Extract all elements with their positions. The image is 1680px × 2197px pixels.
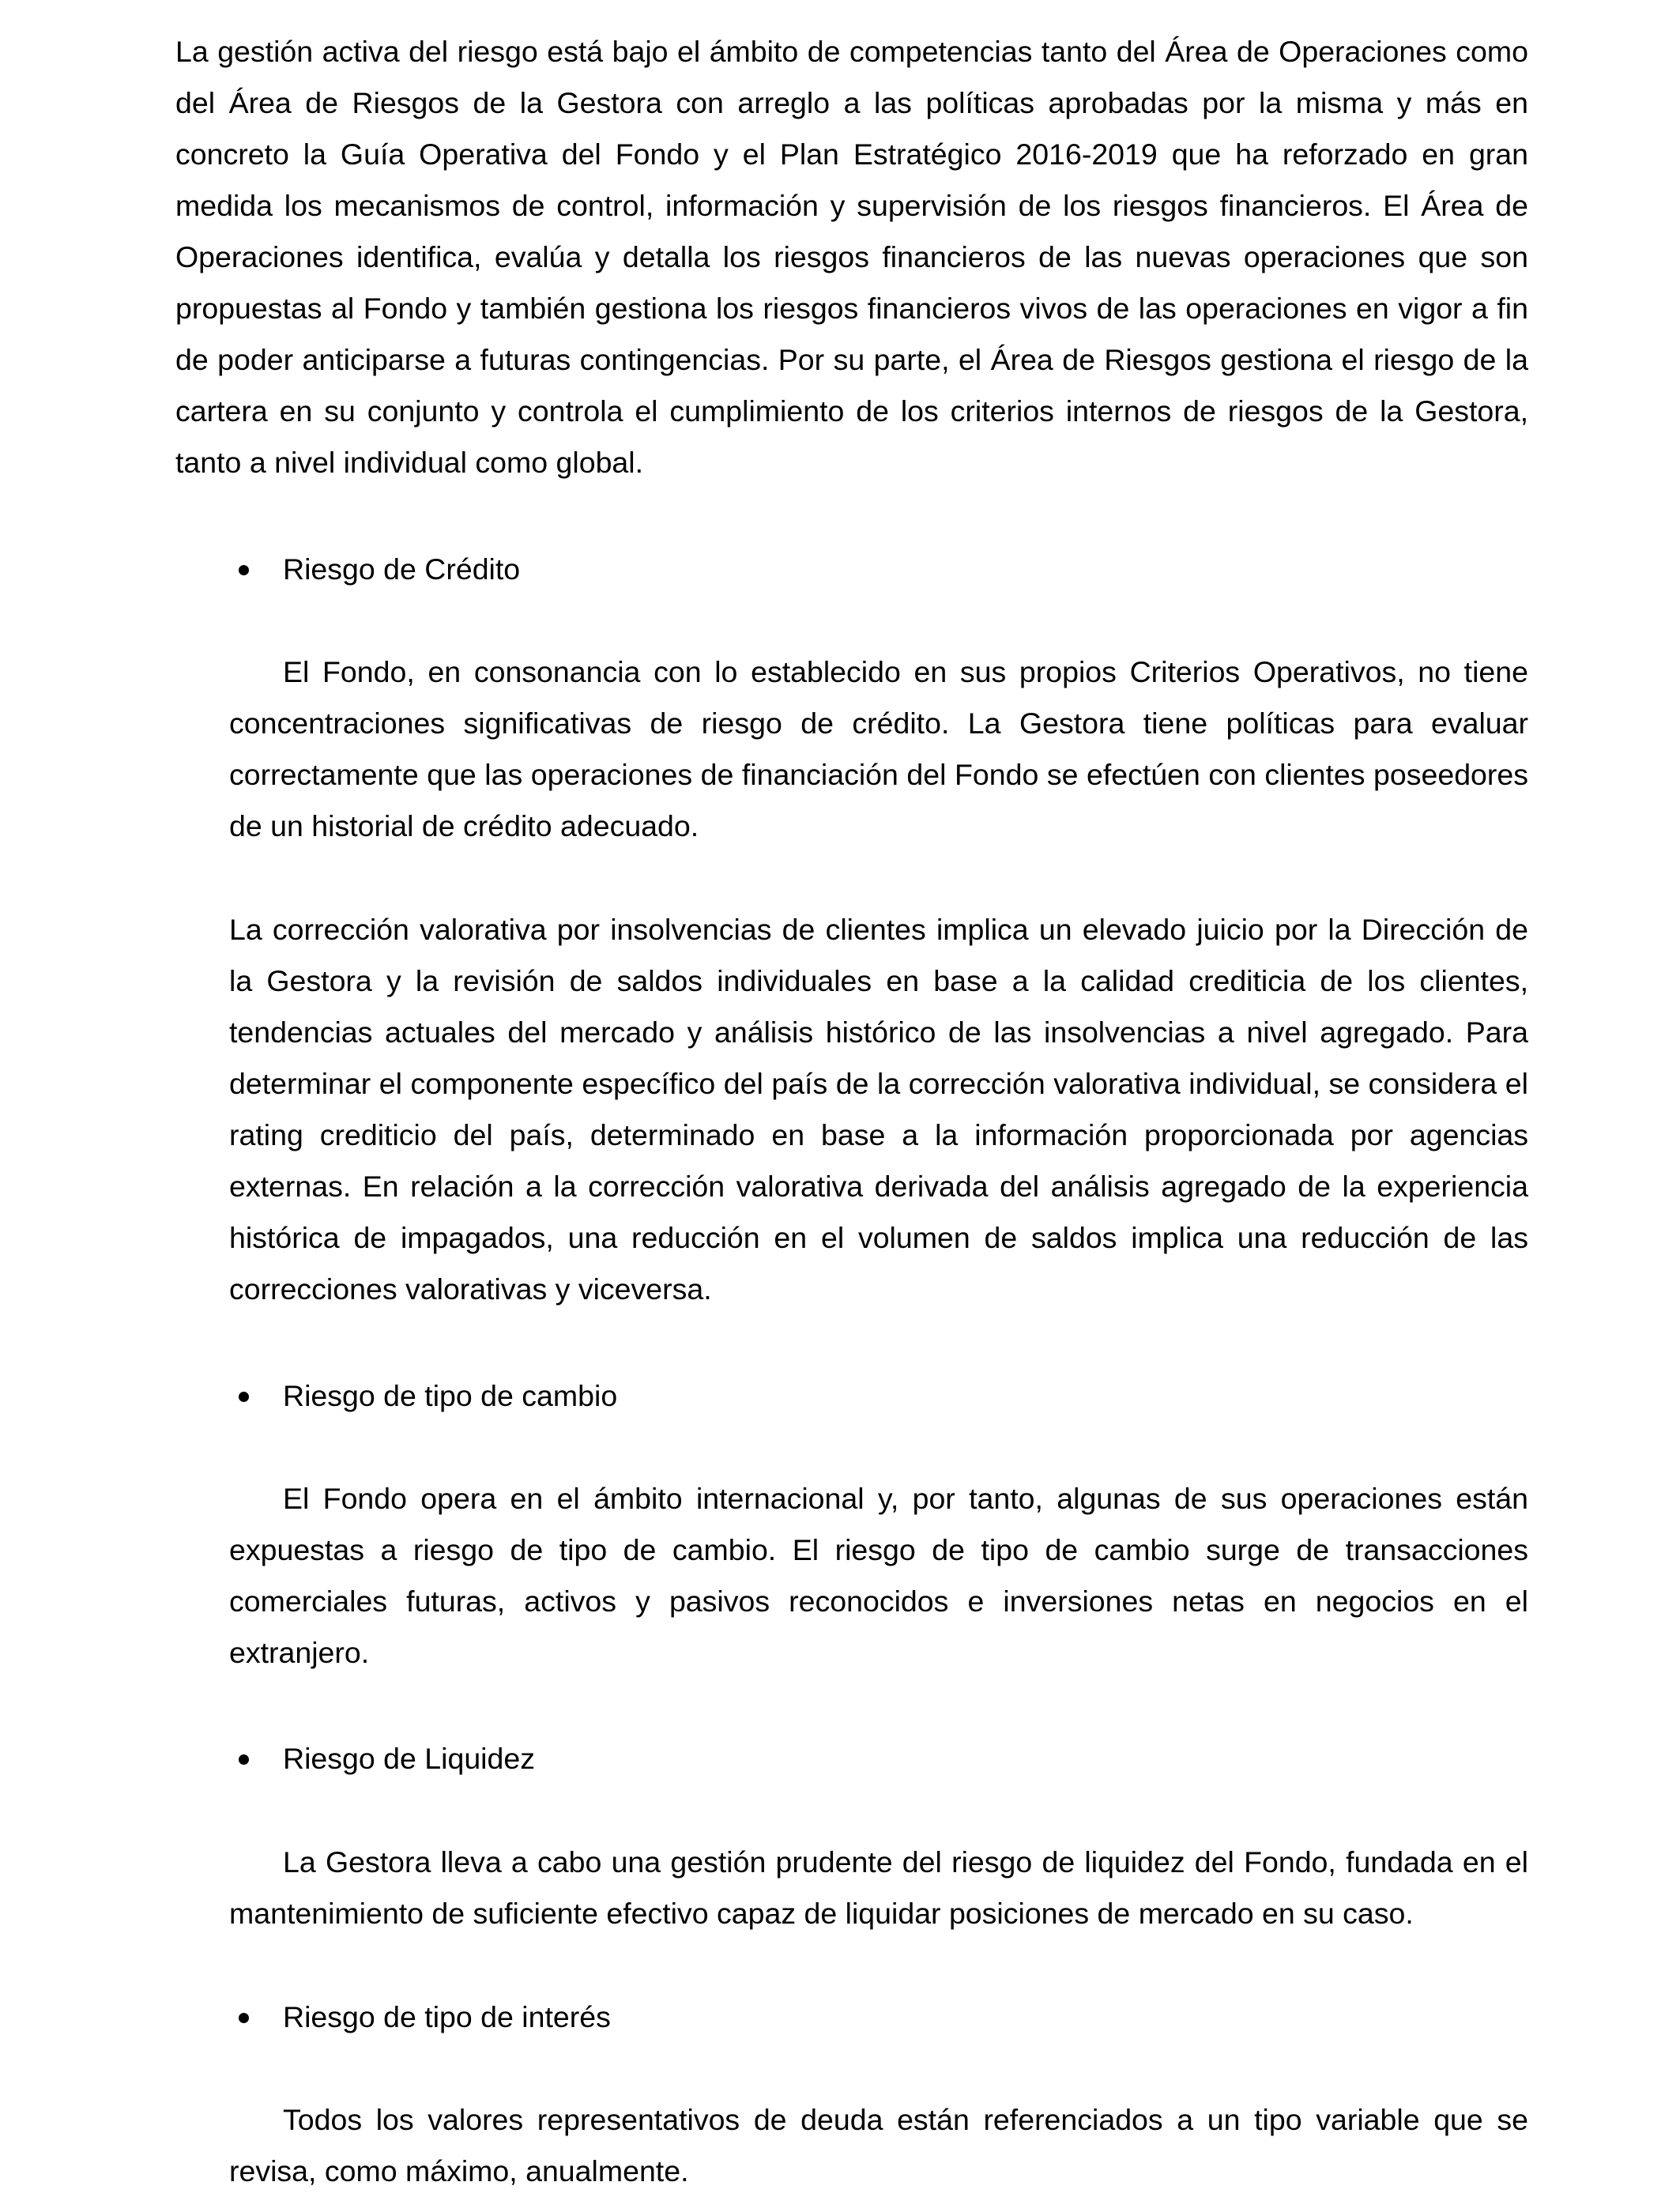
interes-paragraph: Todos los valores representativos de deuda están referenciados a un tipo variable que se revisa, como máximo, anualmente. (229, 2103, 1528, 2188)
liquidez-paragraph: La Gestora lleva a cabo una gestión prudente del riesgo de liquidez del Fondo, fundada en el mantenimiento de suficiente efectivo capaz de liquidar posiciones de mercado en su caso. (229, 1845, 1528, 1930)
bullet-icon (239, 1754, 249, 1765)
section-heading-cambio: Riesgo de tipo de cambio (283, 1379, 618, 1412)
bullet-icon (239, 1392, 249, 1402)
cambio-paragraph: El Fondo opera en el ámbito internacional y, por tanto, algunas de sus operaciones están expuestas a riesgo de tipo de cambio. El riesgo de tipo de cambio surge de transacciones comerciales futuras, activos y pasivos reconocidos e inversiones netas en negocios en el extranjero. (229, 1482, 1528, 1669)
intro-paragraph: La gestión activa del riesgo está bajo el ámbito de competencias tanto del Área de Operaciones como del Área de Riesgos de la Gestora con arreglo a las políticas aprobadas por la misma y más en concreto la Guía Operativa del Fondo y el Plan Estratégico 2016-2019 que ha reforzado en gran medida los mecanismos de control, información y supervisión de los riesgos financieros. El Área de Operaciones identifica, evalúa y detalla los riesgos financieros de las nuevas operaciones que son propuestas al Fondo y también gestiona los riesgos financieros vivos de las operaciones en vigor a fin de poder anticiparse a futuras contingencias. Por su parte, el Área de Riesgos gestiona el riesgo de la cartera en su conjunto y controla el cumplimiento de los criterios internos de riesgos de la Gestora, tanto a nivel individual como global. (175, 35, 1528, 479)
section-heading-liquidez: Riesgo de Liquidez (283, 1742, 535, 1775)
bullet-icon (239, 565, 249, 575)
credito-paragraph-1: El Fondo, en consonancia con lo establecido en sus propios Criterios Operativos, no tiene concentraciones significativas de riesgo de crédito. La Gestora tiene políticas para evaluar correctamente que las operaciones de financiación del Fondo se efectúen con clientes poseedores de un historial de crédito adecuado. (229, 655, 1528, 842)
section-heading-interes: Riesgo de tipo de interés (283, 2000, 611, 2033)
section-heading-credito: Riesgo de Crédito (283, 552, 521, 586)
credito-paragraph-2: La corrección valorativa por insolvencias de clientes implica un elevado juicio por la Dirección de la Gestora y la revisión de saldos individuales en base a la calidad crediticia de los clientes, tendencias actuales del mercado y análisis histórico de las insolvencias a nivel agregado. Para determinar el componente específico del país de la corrección valorativa individual, se considera el rating crediticio del país, determinado en base a la información proporcionada por agencias externas. En relación a la corrección valorativa derivada del análisis agregado de la experiencia histórica de impagados, una reducción en el volumen de saldos implica una reducción de las correcciones valorativas y viceversa. (229, 913, 1528, 1306)
bullet-icon (239, 2013, 249, 2023)
